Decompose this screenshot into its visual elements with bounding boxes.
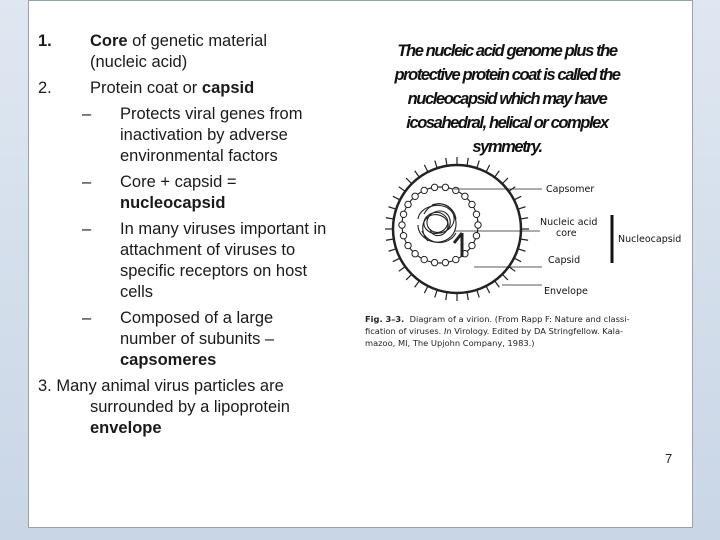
capsomer — [469, 242, 475, 248]
capsomer — [462, 193, 468, 199]
envelope-spikes — [385, 157, 529, 301]
capsomer — [453, 187, 459, 193]
item1-line2: (nucleic acid) — [90, 53, 188, 71]
capsomers — [399, 184, 481, 266]
label-capsomer: Capsomer — [546, 184, 595, 195]
capsomer — [442, 184, 448, 190]
dash-bullet: – — [82, 220, 92, 238]
capsomer — [400, 233, 406, 239]
capsomer — [399, 222, 405, 228]
capsid-arrow — [454, 233, 462, 257]
label-capsid: Capsid — [548, 255, 581, 266]
slide-frame — [28, 0, 693, 528]
capsomeres-term: capsomeres — [120, 351, 217, 369]
page-number: 7 — [665, 451, 673, 466]
item2-text: Protein coat or — [90, 79, 202, 97]
dash-bullet: – — [82, 309, 92, 327]
label-envelope: Envelope — [544, 286, 588, 297]
sub-item-4: – Composed of a large — [82, 309, 274, 327]
capsomer — [421, 256, 427, 262]
list-item-1 — [38, 31, 368, 52]
capsomer — [412, 193, 418, 199]
slide — [32, 25, 686, 477]
dash-bullet: – — [82, 173, 92, 191]
nucleic-acid-core — [418, 204, 456, 243]
label-core: core — [556, 228, 577, 239]
list-item-3: 3. Many animal virus particles are — [38, 377, 284, 395]
capsomer — [400, 211, 406, 217]
dash-bullet: – — [82, 105, 92, 123]
slide-title: The nucleic acid genome plus the protective protein coat is called the nucleocapsid which may have icosahedral, helical or complex symmetry. — [394, 42, 620, 156]
core-term: Core — [90, 32, 128, 50]
capsomer — [421, 187, 427, 193]
item-number: 1. — [38, 32, 52, 50]
capsomer — [431, 259, 437, 265]
capsomer — [473, 233, 479, 239]
envelope-term: envelope — [90, 419, 162, 437]
list-item-2 — [38, 78, 368, 104]
sub-item-3: – In many viruses important in — [82, 220, 327, 238]
envelope-outline — [393, 165, 521, 293]
label-nucleocapsid: Nucleocapsid — [618, 234, 682, 245]
capsomer — [475, 222, 481, 228]
label-nucleic-acid: Nucleic acid — [540, 217, 598, 228]
sub-item-2: – Core + capsid = — [82, 173, 237, 191]
capsomer — [412, 251, 418, 257]
capsomer — [405, 201, 411, 207]
sub-item-1: – Protects viral genes from — [82, 105, 303, 123]
capsomer — [405, 242, 411, 248]
capsid-term: capsid — [201, 79, 255, 97]
capsomer — [453, 256, 459, 262]
item1-text: of genetic material — [127, 32, 267, 50]
item-number: 2. — [38, 79, 52, 97]
capsomer — [469, 201, 475, 207]
capsomer — [473, 211, 479, 217]
bullet-list: 1. Core of genetic material (nucleic acid) 2. Protein coat or capsid – Protects viral genes from inactivation by adverse environmental factors – Core + capsid = nucleocapsid – In many viruses important in attachment of viruses to specific receptors on host cells – Composed of a large number of subunits – capsomeres 3. Many animal virus particles are surrounded by a lipoprotein envelope — [38, 31, 368, 439]
capsomer — [431, 184, 437, 190]
figure-caption: Fig. 3–3. Diagram of a virion. (From Rapp F: Nature and classi- fication of viruses. In Virology. Edited by DA Stringfellow. Kala- mazoo, MI, The Upjohn Company, 1983.) — [365, 314, 630, 348]
capsomer — [442, 259, 448, 265]
nucleocapsid-term: nucleocapsid — [120, 194, 226, 212]
